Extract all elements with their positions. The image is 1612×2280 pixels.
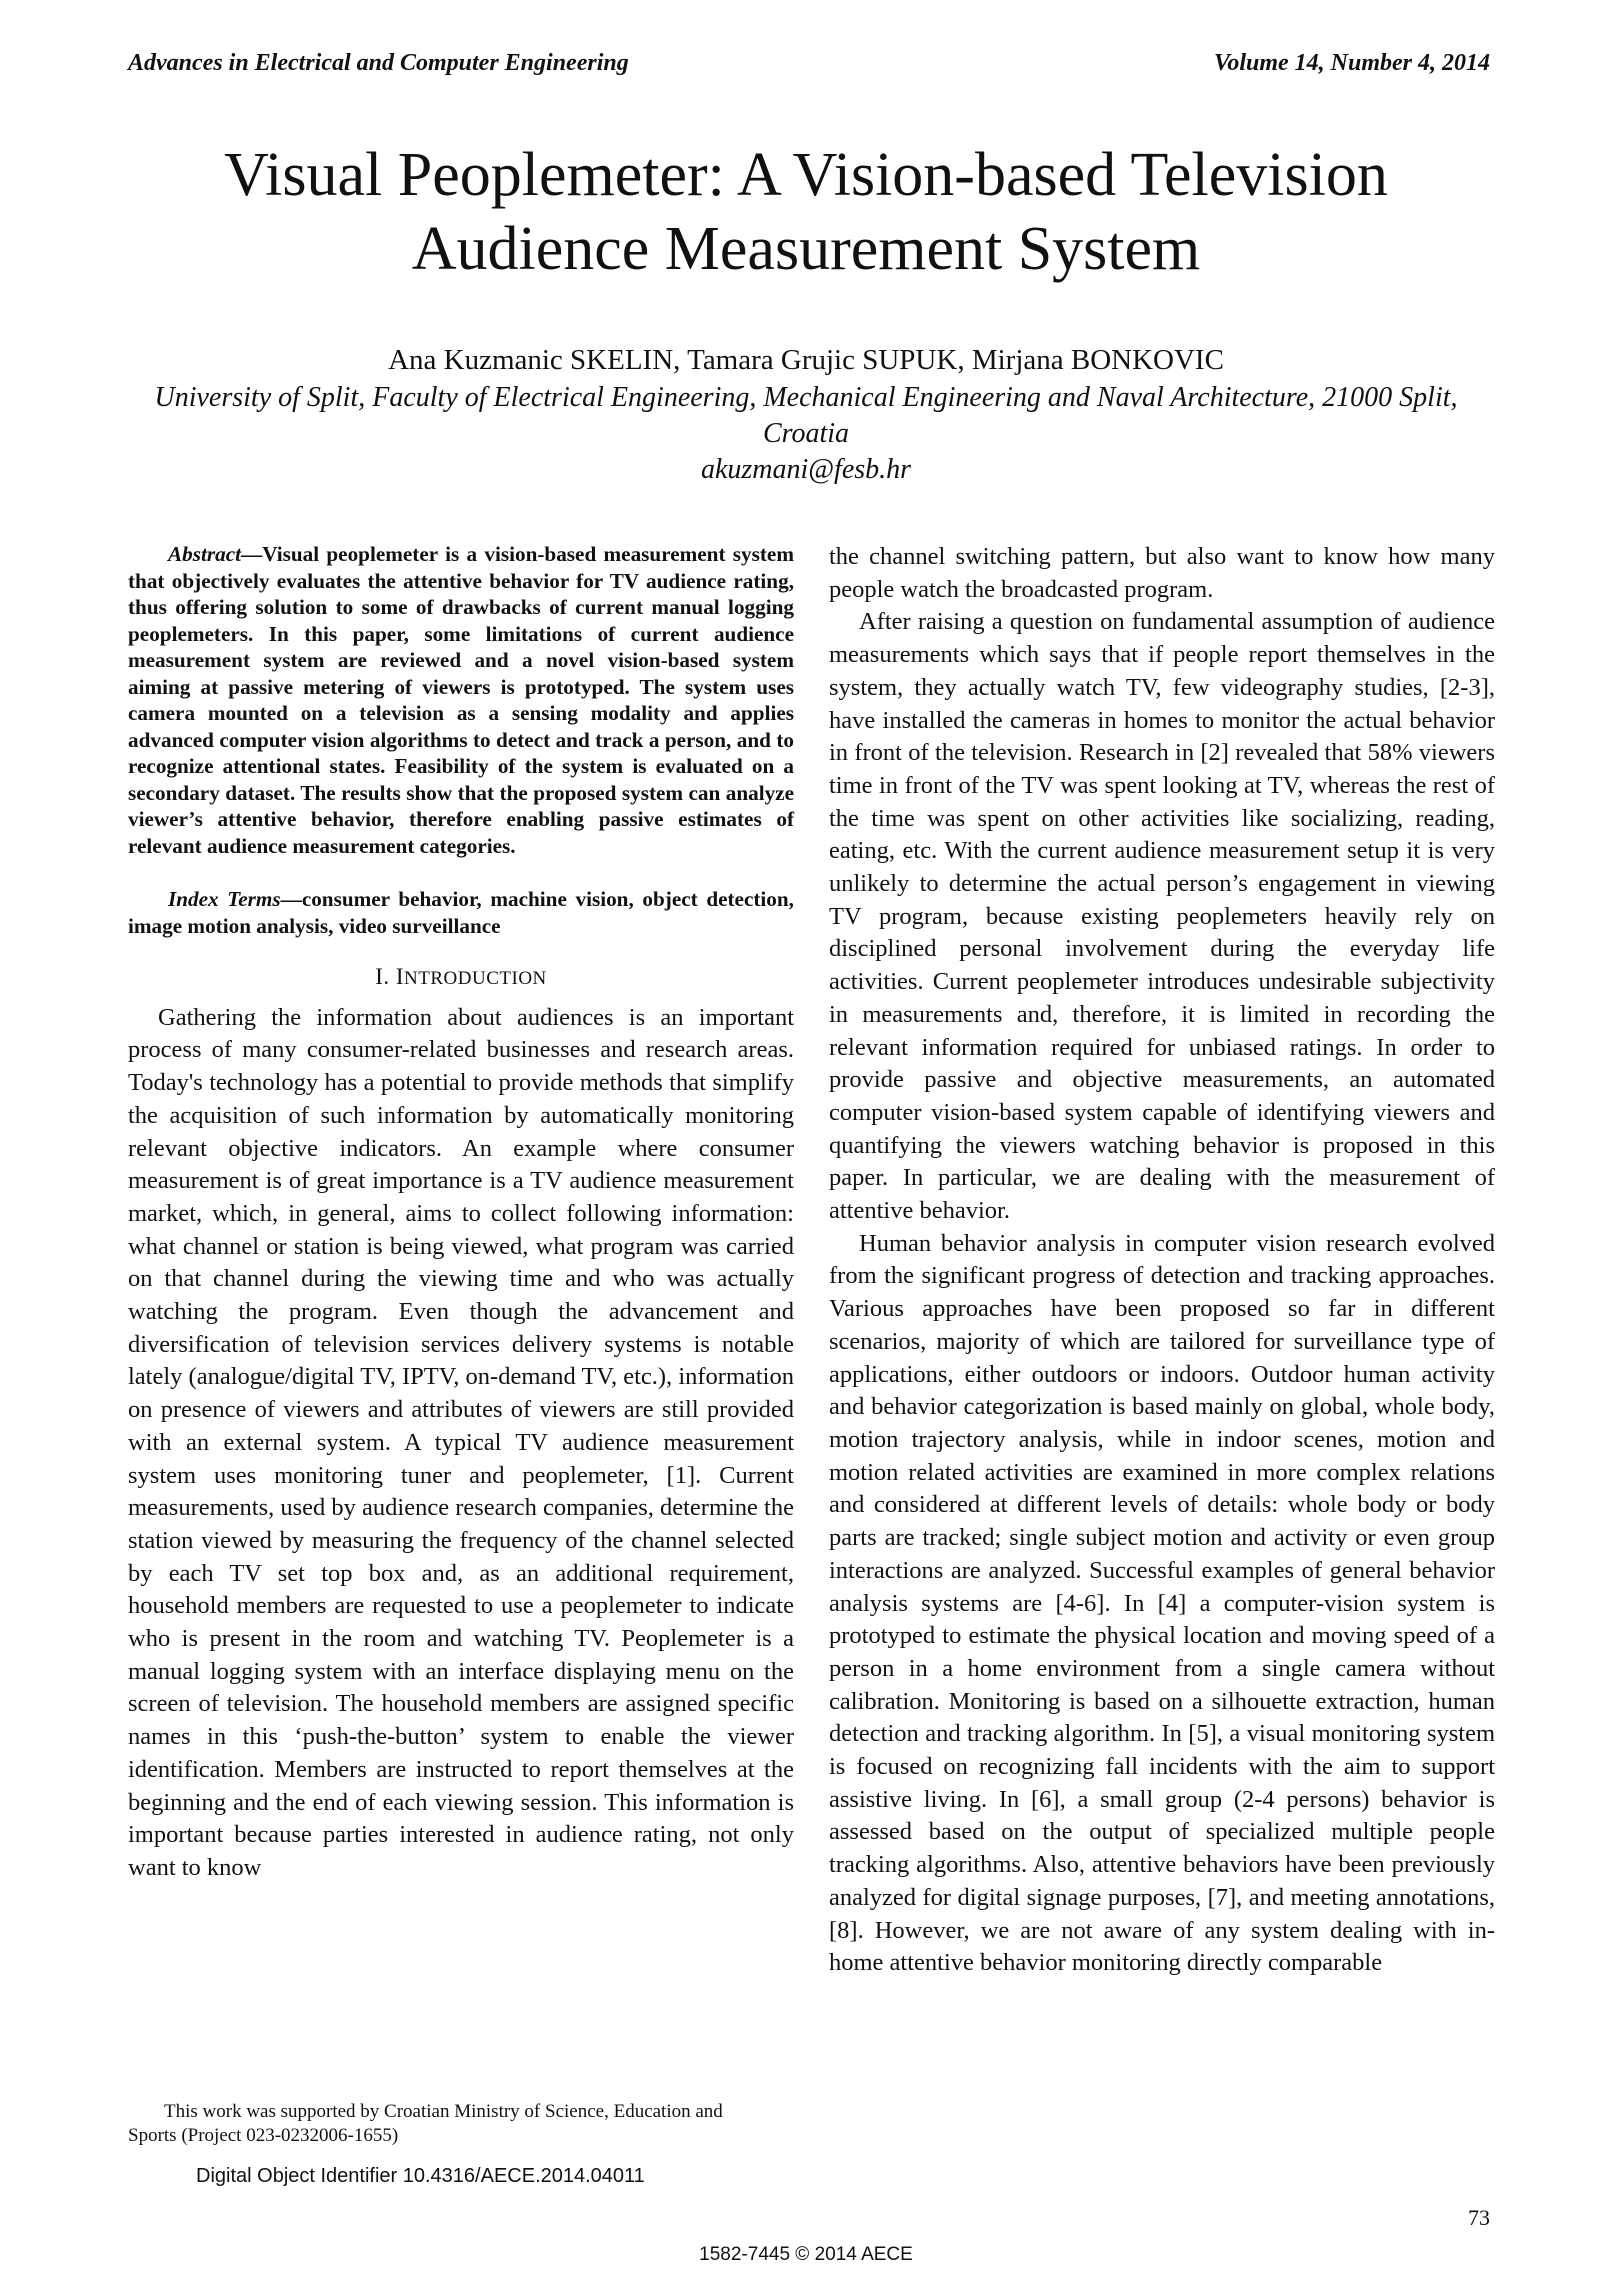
body-paragraph: Gathering the information about audiences is an important process of many consumer-related businesses and research areas. Today's technology has a potential to provide methods that simplify the acquisition of such information by automatically monitoring relevant objective indicators. An example where consumer measurement is of great importance is a TV audience measurement market, which, in general, aims to collect following information: what channel or station is being viewed, what program was carried on that channel during the viewing time and who was actually watching the program. Even though the advancement and diversification of television services delivery systems is notable lately (analogue/digital TV, IPTV, on-demand TV, etc.), information on presence of viewers and attributes of viewers are still provided with an external system. A typical TV audience measurement system uses monitoring tuner and peoplemeter, [1]. Current measurements, used by audience research companies, determine the station viewed by measuring the frequency of the channel selected by each TV set top box and, as an additional requirement, household members are requested to use a peoplemeter to indicate who is present in the room and watching TV. Peoplemeter is a manual logging system with an interface displaying menu on the screen of television. The household members are assigned specific names in this ‘push-the-button’ system to enable the viewer identification. Members are instructed to report themselves at the beginning and the end of each viewing session. This information is important because parties interested in audience rating, not only want to know bbox=[128, 1003, 794, 1881]
body-paragraph: Human behavior analysis in computer vision research evolved from the significant progress of detection and tracking approaches. Various approaches have been proposed so far in different scenarios, majority of which are tailored for surveillance type of applications, either outdoors or indoors. Outdoor human activity and behavior categorization is based mainly on global, whole body, motion trajectory analysis, while in indoor scenes, motion and motion related activities are examined in more complex relations and considered at different levels of details: whole body or body parts are tracked; single subject motion and activity or even group interactions are analyzed. Successful examples of general behavior analysis systems are [4-6]. In [4] a computer-vision system is prototyped to estimate the physical location and moving speed of a person in a home environment from a single camera without calibration. Monitoring is based on a silhouette extraction, human detection and tracking algorithm. In [5], a visual monitoring system is focused on recognizing fall incidents with the aim to support assistive living. In [6], a small group (2-4 persons) behavior is assessed based on the output of specialized multiple people tracking algorithms. Also, attentive behaviors have been previously analyzed for digital signage purposes, [7], and meeting annotations, [8]. However, we are not aware of any system dealing with in-home attentive behavior monitoring directly comparable bbox=[829, 1229, 1495, 1977]
abstract-text: —Visual peoplemeter is a vision-based measurement system that objectively evaluates the attentive behavior for TV audience rating, thus offering solution to some of drawbacks of current manual logging peoplemeters. In this paper, some limitations of current audience measurement system are reviewed and a novel vision-based system aiming at passive metering of viewers is prototyped. The system uses camera mounted on a television as a sensing modality and applies advanced computer vision algorithms to detect and track a person, and to recognize attentional states. Feasibility of the system is evaluated on a secondary dataset. The results show that the proposed system can analyze viewer’s attentive behavior, therefore enabling passive estimates of relevant audience measurement categories. bbox=[128, 542, 794, 858]
running-header bbox=[128, 50, 1490, 90]
funding-footnote: This work was supported by Croatian Ministry of Science, Education and Sports (Project 023-0232006-1655) bbox=[128, 2101, 723, 2146]
section-name: NTRODUCTION bbox=[404, 968, 547, 989]
volume-info: Volume 14, Number 4, 2014 bbox=[1213, 50, 1490, 76]
doi: Digital Object Identifier 10.4316/AECE.2014.04011 bbox=[196, 2165, 645, 2187]
page-number: 73 bbox=[1468, 2205, 1490, 2230]
journal-name: Advances in Electrical and Computer Engineering bbox=[128, 50, 629, 76]
body-paragraph: the channel switching pattern, but also want to know how many people watch the broadcasted program. bbox=[829, 543, 1495, 603]
section-number: I. I bbox=[375, 964, 405, 989]
paper-authors: Ana Kuzmanic SKELIN, Tamara Grujic SUPUK, Mirjana BONKOVIC bbox=[388, 344, 1224, 376]
abstract-lead: Abstract bbox=[168, 542, 241, 566]
section-heading-introduction bbox=[128, 961, 794, 996]
index-terms-text: —consumer behavior, machine vision, object detection, image motion analysis, video surveillance bbox=[128, 887, 794, 938]
index-terms bbox=[128, 886, 794, 939]
affiliation-text: University of Split, Faculty of Electrical Engineering, Mechanical Engineering and Naval Architecture, 21000 Split, Croatia bbox=[154, 382, 1458, 449]
author-email: akuzmani@fesb.hr bbox=[700, 454, 912, 485]
body-paragraph: After raising a question on fundamental assumption of audience measurements which says that if people report themselves in the system, they actually watch TV, few videography studies, [2-3], have installed the cameras in homes to monitor the actual behavior in front of the television. Research in [2] revealed that 58% viewers time in front of the TV was spent looking at TV, whereas the rest of the time was spent on other activities like socializing, reading, eating, etc. With the current audience measurement setup it is very unlikely to determine the actual person’s engagement in viewing TV program, because existing peoplemeters heavily rely on disciplined personal involvement during the everyday life activities. Current peoplemeter introduces undesirable subjectivity in measurements and, therefore, it is limited in recording the relevant information required for unbiased ratings. In order to provide passive and objective measurements, an automated computer vision-based system capable of identifying viewers and quantifying the viewers watching behavior is proposed in this paper. In particular, we are dealing with the measurement of attentive behavior. bbox=[829, 608, 1495, 1225]
copyright-notice: 1582-7445 © 2014 AECE bbox=[699, 2244, 913, 2265]
abstract bbox=[128, 541, 794, 859]
right-column bbox=[829, 541, 1495, 1980]
index-terms-lead: Index Terms bbox=[168, 887, 281, 911]
paper-title: Visual Peoplemeter: A Vision-based Television Audience Measurement System bbox=[224, 141, 1388, 283]
author-affiliation bbox=[120, 380, 1492, 488]
left-column bbox=[128, 541, 794, 1885]
